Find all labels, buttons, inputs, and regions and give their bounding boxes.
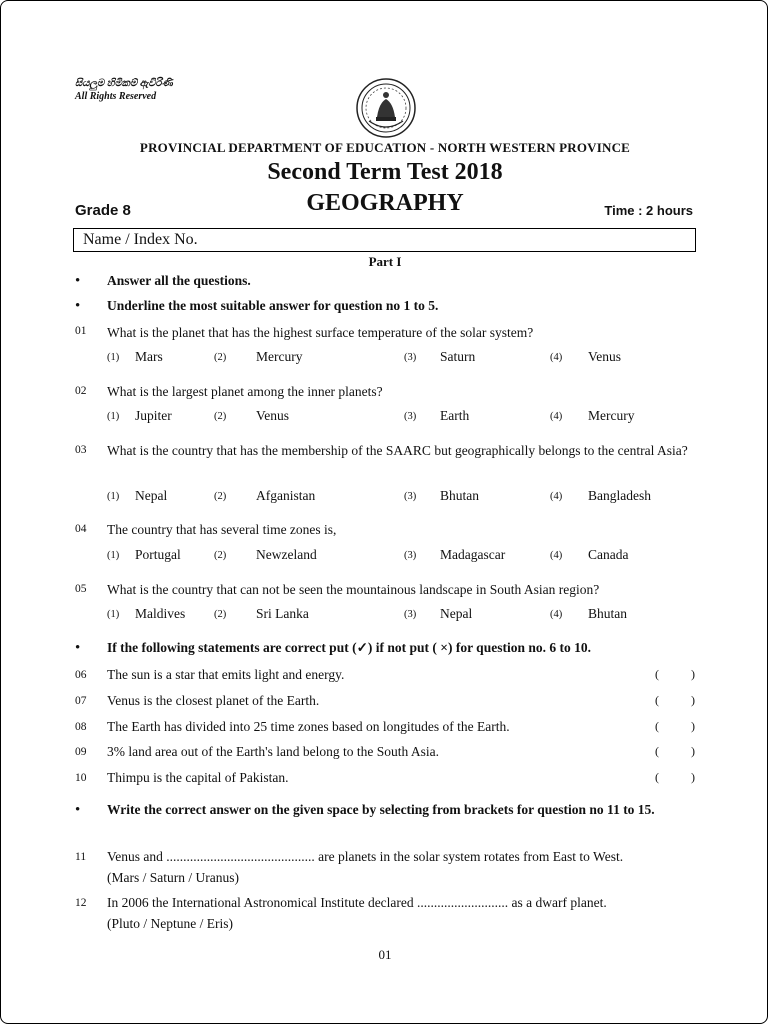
open-paren: (	[655, 770, 659, 784]
instruction-2: Underline the most suitable answer for question no 1 to 5.	[107, 298, 439, 313]
question-number: 05	[75, 583, 87, 595]
option-number: (1)	[107, 352, 120, 363]
time-label: Time : 2 hours	[604, 203, 693, 218]
question-number: 02	[75, 385, 87, 397]
fill-question-text: In 2006 the International Astronomical Institute declared ........................... as a dwarf planet.	[107, 895, 607, 910]
option-text[interactable]: Canada	[588, 547, 629, 562]
option-number: (3)	[404, 550, 417, 561]
all-rights-reserved: All Rights Reserved	[75, 91, 157, 102]
question-text: What is the country that can not be seen the mountainous landscape in South Asian region?	[107, 582, 600, 597]
option-number: (1)	[107, 550, 120, 561]
option-text[interactable]: Bhutan	[440, 488, 479, 503]
rights-block	[75, 77, 173, 103]
answer-brackets[interactable]	[655, 667, 695, 682]
option-text[interactable]: Earth	[440, 408, 470, 423]
option-text[interactable]: Venus	[256, 408, 289, 423]
answer-brackets[interactable]	[655, 693, 695, 708]
instruction-4: Write the correct answer on the given space by selecting from brackets for question no 11 to 15.	[107, 802, 655, 817]
department-title: PROVINCIAL DEPARTMENT OF EDUCATION - NORTH WESTERN PROVINCE	[139, 140, 631, 155]
option-number: (2)	[214, 491, 227, 502]
option-number: (4)	[550, 609, 563, 620]
question-number: 11	[75, 851, 87, 863]
option-number: (1)	[107, 411, 120, 422]
statement-text: 3% land area out of the Earth's land belong to the South Asia.	[107, 744, 439, 759]
statement-number: 10	[75, 772, 87, 784]
answer-brackets[interactable]	[655, 719, 695, 734]
option-text[interactable]: Newzeland	[256, 547, 317, 562]
option-number: (4)	[550, 550, 563, 561]
option-text[interactable]: Maldives	[135, 606, 186, 621]
open-paren: (	[655, 744, 659, 758]
open-paren: (	[655, 667, 659, 681]
bullet: •	[75, 298, 81, 314]
test-title: Second Term Test 2018	[267, 159, 503, 185]
option-text[interactable]: Portugal	[135, 547, 181, 562]
fill-choices: (Mars / Saturn / Uranus)	[107, 870, 239, 885]
instruction-3: If the following statements are correct put (✓) if not put ( ×) for question no. 6 to 10.	[107, 640, 591, 655]
option-number: (2)	[214, 609, 227, 620]
statement-text: The sun is a star that emits light and energy.	[107, 667, 345, 682]
option-number: (2)	[214, 550, 227, 561]
instruction-1: Answer all the questions.	[107, 273, 251, 288]
fill-question-text: Venus and ............................................ are planets in the solar system rotates from East to West.	[107, 849, 624, 864]
question-text: What is the largest planet among the inner planets?	[107, 384, 383, 399]
close-paren: )	[691, 693, 695, 707]
answer-brackets[interactable]	[655, 770, 695, 785]
statement-number: 07	[75, 695, 87, 707]
bullet: •	[75, 640, 81, 656]
close-paren: )	[691, 719, 695, 733]
option-text[interactable]: Jupiter	[135, 408, 172, 423]
answer-brackets[interactable]	[655, 744, 695, 759]
close-paren: )	[691, 770, 695, 784]
option-text[interactable]: Saturn	[440, 349, 476, 364]
subject-title: GEOGRAPHY	[306, 190, 464, 216]
name-index-field[interactable]	[73, 228, 696, 252]
option-number: (3)	[404, 411, 417, 422]
option-number: (2)	[214, 411, 227, 422]
question-text: What is the planet that has the highest surface temperature of the solar system?	[107, 325, 534, 340]
sinhala-rights-text: සියලුම හිමිකම් ඇවිරිණි	[75, 78, 173, 89]
question-text: The country that has several time zones is,	[107, 522, 337, 537]
option-text[interactable]: Mars	[135, 349, 163, 364]
option-text[interactable]: Madagascar	[440, 547, 506, 562]
option-text[interactable]: Sri Lanka	[256, 606, 309, 621]
statement-number: 06	[75, 669, 87, 681]
question-number: 01	[75, 325, 87, 337]
option-number: (2)	[214, 352, 227, 363]
name-index-label: Name / Index No.	[83, 231, 198, 248]
option-text[interactable]: Mercury	[588, 408, 635, 423]
option-text[interactable]: Nepal	[135, 488, 168, 503]
statement-text: Thimpu is the capital of Pakistan.	[107, 770, 289, 785]
grade-label: Grade 8	[75, 202, 131, 219]
option-number: (1)	[107, 491, 120, 502]
question-number: 12	[75, 897, 87, 909]
option-text[interactable]: Nepal	[440, 606, 473, 621]
close-paren: )	[691, 667, 695, 681]
question-text: What is the country that has the membership of the SAARC but geographically belongs to the central Asia?	[107, 443, 688, 458]
option-number: (3)	[404, 352, 417, 363]
question-number: 03	[75, 444, 87, 456]
statement-text: The Earth has divided into 25 time zones based on longitudes of the Earth.	[107, 719, 510, 734]
option-text[interactable]: Bhutan	[588, 606, 627, 621]
fill-choices: (Pluto / Neptune / Eris)	[107, 916, 233, 931]
option-number: (3)	[404, 491, 417, 502]
bullet: •	[75, 273, 81, 289]
statement-text: Venus is the closest planet of the Earth.	[107, 693, 320, 708]
statement-number: 09	[75, 746, 87, 758]
option-number: (1)	[107, 609, 120, 620]
government-seal-icon	[355, 77, 417, 139]
option-text[interactable]: Mercury	[256, 349, 303, 364]
option-number: (4)	[550, 491, 563, 502]
statement-number: 08	[75, 721, 87, 733]
close-paren: )	[691, 744, 695, 758]
option-text[interactable]: Venus	[588, 349, 621, 364]
bullet: •	[75, 802, 81, 818]
option-text[interactable]: Bangladesh	[588, 488, 651, 503]
option-number: (3)	[404, 609, 417, 620]
open-paren: (	[655, 693, 659, 707]
open-paren: (	[655, 719, 659, 733]
option-text[interactable]: Afganistan	[256, 488, 316, 503]
part-heading: Part I	[368, 254, 402, 269]
page-number: 01	[378, 947, 392, 962]
option-number: (4)	[550, 352, 563, 363]
question-number: 04	[75, 523, 87, 535]
option-number: (4)	[550, 411, 563, 422]
